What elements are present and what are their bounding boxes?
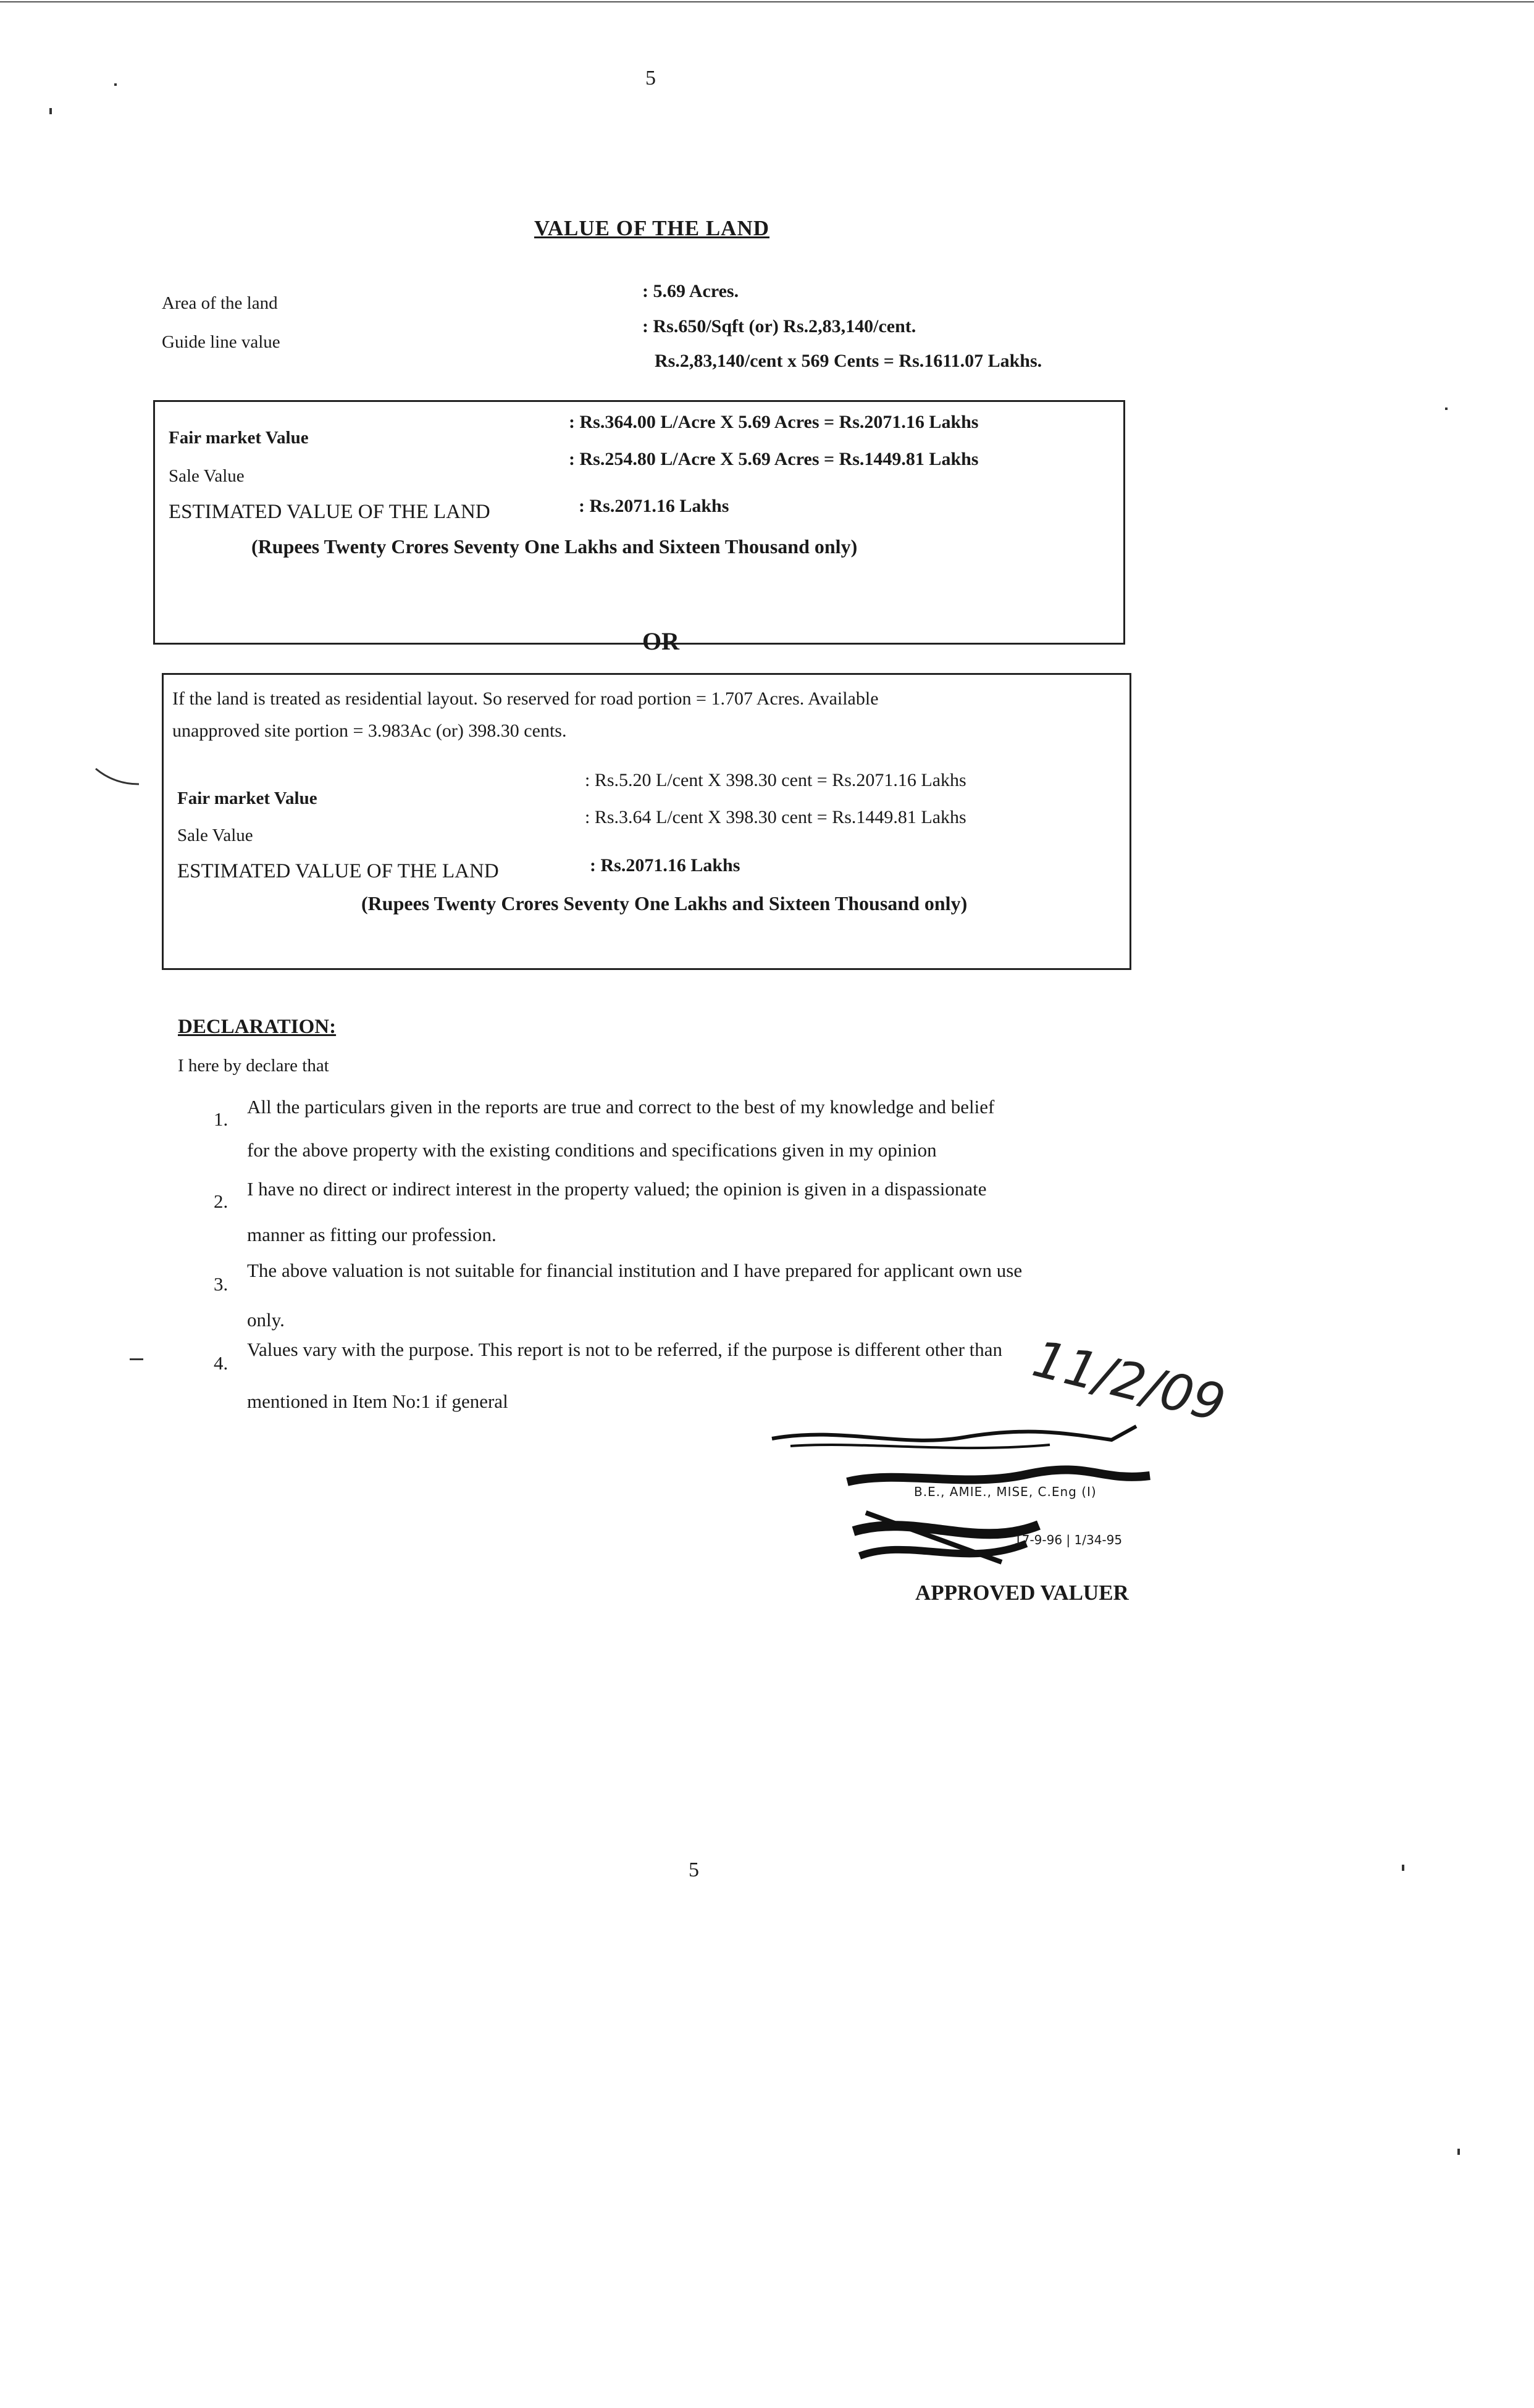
valuation-box-2 (162, 673, 1131, 970)
sale-value-value: : Rs.3.64 L/cent X 398.30 cent = Rs.1449.81 Lakhs (585, 807, 966, 827)
area-label: Area of the land (162, 293, 278, 313)
declaration-item-text: All the particulars given in the reports are true and correct to the best of my knowledge and belief (247, 1096, 995, 1118)
declaration-item-text: only. (247, 1309, 285, 1331)
declaration-item-text: manner as fitting our profession. (247, 1224, 497, 1245)
fair-market-value-label: Fair market Value (169, 428, 309, 448)
approved-valuer-title: APPROVED VALUER (915, 1581, 1129, 1605)
signature-scribble (766, 1414, 1149, 1463)
declaration-item-text: I have no direct or indirect interest in the property valued; the opinion is given in a dispassionate (247, 1178, 987, 1200)
page-number-bottom: 5 (689, 1858, 699, 1881)
scan-tick-mark (93, 766, 142, 790)
guideline-label: Guide line value (162, 332, 280, 352)
fair-market-value-label: Fair market Value (177, 788, 317, 808)
sale-value-value: : Rs.254.80 L/Acre X 5.69 Acres = Rs.1449.81 Lakhs (569, 449, 979, 469)
valuation-box-1 (153, 400, 1125, 645)
stamp-ink-scribble (841, 1463, 1162, 1587)
scan-speck (1457, 2149, 1460, 2155)
estimated-value-value: : Rs.2071.16 Lakhs (579, 496, 729, 516)
declaration-item-number: 1. (214, 1108, 228, 1130)
fair-market-value-value: : Rs.364.00 L/Acre X 5.69 Acres = Rs.2071.16 Lakhs (569, 412, 979, 432)
layout-intro-line-1: If the land is treated as residential layout. So reserved for road portion = 1.707 Acres. Available (172, 688, 879, 709)
page-title: VALUE OF THE LAND (534, 216, 770, 240)
declaration-intro: I here by declare that (178, 1056, 329, 1076)
sale-value-label: Sale Value (169, 466, 245, 486)
amount-in-words: (Rupees Twenty Crores Seventy One Lakhs and Sixteen Thousand only) (361, 892, 968, 914)
stamp-numbers: 17-9-96 | 1/34-95 (1014, 1532, 1123, 1547)
declaration-item-text: mentioned in Item No:1 if general (247, 1390, 508, 1412)
or-separator: OR (642, 627, 679, 655)
declaration-item-text: Values vary with the purpose. This report is not to be referred, if the purpose is different other than (247, 1339, 1003, 1360)
declaration-item-text: for the above property with the existing conditions and specifications given in my opinion (247, 1139, 937, 1161)
declaration-heading: DECLARATION: (178, 1016, 337, 1038)
layout-intro-line-2: unapproved site portion = 3.983Ac (or) 398.30 cents. (172, 721, 567, 741)
estimated-value-label: ESTIMATED VALUE OF THE LAND (177, 860, 499, 882)
estimated-value-label: ESTIMATED VALUE OF THE LAND (169, 501, 490, 523)
fair-market-value-value: : Rs.5.20 L/cent X 398.30 cent = Rs.2071.16 Lakhs (585, 770, 966, 790)
scan-speck (1445, 408, 1448, 410)
handwritten-date: 11/2/09 (1027, 1329, 1231, 1434)
scan-speck (1402, 1865, 1404, 1871)
scan-speck (49, 108, 52, 114)
scan-top-line (0, 1, 1534, 2)
declaration-item-number: 4. (214, 1352, 228, 1374)
declaration-item-text: The above valuation is not suitable for financial institution and I have prepared for applicant own use (247, 1260, 1023, 1281)
declaration-item-number: 3. (214, 1273, 228, 1295)
amount-in-words: (Rupees Twenty Crores Seventy One Lakhs and Sixteen Thousand only) (251, 535, 858, 558)
area-value: : 5.69 Acres. (642, 281, 739, 301)
guideline-value-2: Rs.2,83,140/cent x 569 Cents = Rs.1611.07 Lakhs. (655, 351, 1042, 371)
valuer-stamp (841, 1463, 1162, 1587)
sale-value-label: Sale Value (177, 826, 253, 845)
guideline-value-1: : Rs.650/Sqft (or) Rs.2,83,140/cent. (642, 316, 916, 337)
scan-speck (114, 83, 117, 86)
page-number-top: 5 (645, 67, 656, 90)
estimated-value-value: : Rs.2071.16 Lakhs (590, 855, 740, 876)
stamp-qualifications: B.E., AMIE., MISE, C.Eng (I) (914, 1484, 1097, 1499)
declaration-item-number: 2. (214, 1190, 228, 1212)
scan-speck (130, 1358, 143, 1360)
